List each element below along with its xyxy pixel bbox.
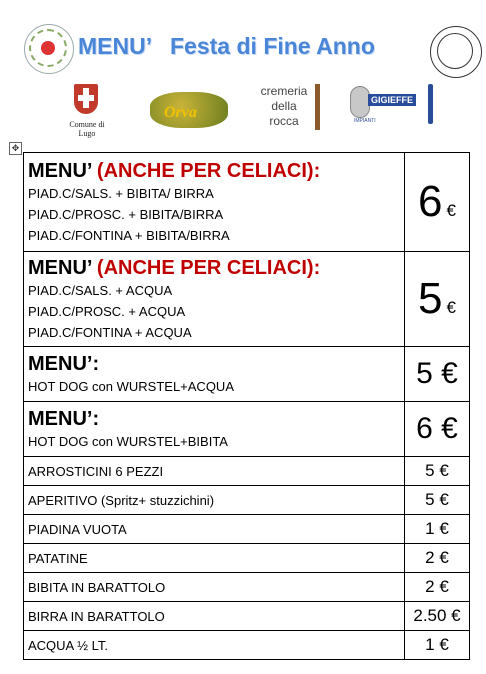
menu-price <box>405 252 470 347</box>
menu-line: PIAD.C/FONTINA + BIBITA/BIRRA <box>28 227 230 243</box>
menu-heading: MENU’: <box>28 352 100 375</box>
cremeria-word-3: rocca <box>269 114 299 128</box>
menu-row <box>24 252 470 347</box>
gigieffe-subtitle: IMPIANTI <box>354 118 376 124</box>
menu-row <box>24 153 470 252</box>
gigieffe-logo <box>348 84 438 132</box>
item-row <box>24 457 470 486</box>
menu-heading: MENU’: <box>28 407 100 430</box>
celiaci-note: (ANCHE PER CELIACI): <box>96 159 321 182</box>
cremeria-bar <box>315 84 320 130</box>
page-header <box>0 0 486 150</box>
menu-row <box>24 402 470 457</box>
menu-heading-text: MENU’ <box>28 159 92 182</box>
item-price: 1 € <box>405 631 470 660</box>
price-value: 6 <box>418 177 443 226</box>
orva-wordmark: Orva <box>164 104 197 121</box>
menu-heading-text: MENU’ <box>28 256 92 279</box>
item-price: 2 € <box>405 573 470 602</box>
menu-line: PIAD.C/FONTINA + ACQUA <box>28 324 192 340</box>
table-move-handle-icon[interactable]: ✥ <box>9 142 22 155</box>
menu-line: PIAD.C/PROSC. + ACQUA <box>28 303 186 319</box>
item-row <box>24 515 470 544</box>
menu-price <box>405 402 470 457</box>
price-value: 5 <box>418 274 443 323</box>
scuole-san-giuseppe-logo <box>430 26 482 78</box>
item-row <box>24 602 470 631</box>
menu-line: HOT DOG con WURSTEL+BIBITA <box>28 433 228 449</box>
comitato-genitori-logo <box>24 24 74 74</box>
orva-logo <box>150 88 230 132</box>
item-name: PIADINA VUOTA <box>24 515 405 544</box>
menu-description <box>24 252 405 347</box>
gigieffe-wordmark: GIGIEFFE <box>368 94 416 106</box>
menu-line: HOT DOG con WURSTEL+ACQUA <box>28 378 234 394</box>
cremeria-logo <box>248 84 320 132</box>
item-price: 2 € <box>405 544 470 573</box>
item-row <box>24 573 470 602</box>
item-name: ARROSTICINI 6 PEZZI <box>24 457 405 486</box>
menu-price <box>405 153 470 252</box>
comune-di-lugo-logo <box>56 80 116 136</box>
celiaci-note: (ANCHE PER CELIACI): <box>96 256 321 279</box>
shield-icon <box>74 84 98 114</box>
item-name: ACQUA ½ LT. <box>24 631 405 660</box>
tool-icon <box>428 84 433 124</box>
price-value: 5 € <box>416 357 458 390</box>
item-name: PATATINE <box>24 544 405 573</box>
item-row <box>24 486 470 515</box>
menu-description <box>24 153 405 252</box>
page-title: MENU’ Festa di Fine Anno <box>78 33 375 59</box>
price-value: 6 € <box>416 412 458 445</box>
menu-line: PIAD.C/PROSC. + BIBITA/BIRRA <box>28 206 224 222</box>
item-price: 5 € <box>405 457 470 486</box>
logo-ring <box>437 33 473 69</box>
menu-heading <box>28 256 400 280</box>
menu-table <box>23 152 470 660</box>
item-row <box>24 544 470 573</box>
item-price: 2.50 € <box>405 602 470 631</box>
menu-description <box>24 402 405 457</box>
cremeria-word-1: cremeria <box>260 84 308 98</box>
menu-description <box>24 347 405 402</box>
currency-symbol: € <box>446 201 456 220</box>
menu-line: PIAD.C/SALS. + ACQUA <box>28 282 173 298</box>
menu-line: PIAD.C/SALS. + BIBITA/ BIRRA <box>28 185 214 201</box>
menu-heading <box>28 159 400 183</box>
item-price: 1 € <box>405 515 470 544</box>
item-row <box>24 631 470 660</box>
comune-caption: Comune di Lugo <box>69 120 105 138</box>
logo-center <box>41 41 55 55</box>
item-name: APERITIVO (Spritz+ stuzzichini) <box>24 486 405 515</box>
item-name: BIBITA IN BARATTOLO <box>24 573 405 602</box>
menu-price <box>405 347 470 402</box>
cremeria-word-2: della <box>271 99 297 113</box>
item-name: BIRRA IN BARATTOLO <box>24 602 405 631</box>
currency-symbol: € <box>446 298 456 317</box>
menu-row <box>24 347 470 402</box>
item-price: 5 € <box>405 486 470 515</box>
gigieffe-emblem <box>350 86 370 118</box>
